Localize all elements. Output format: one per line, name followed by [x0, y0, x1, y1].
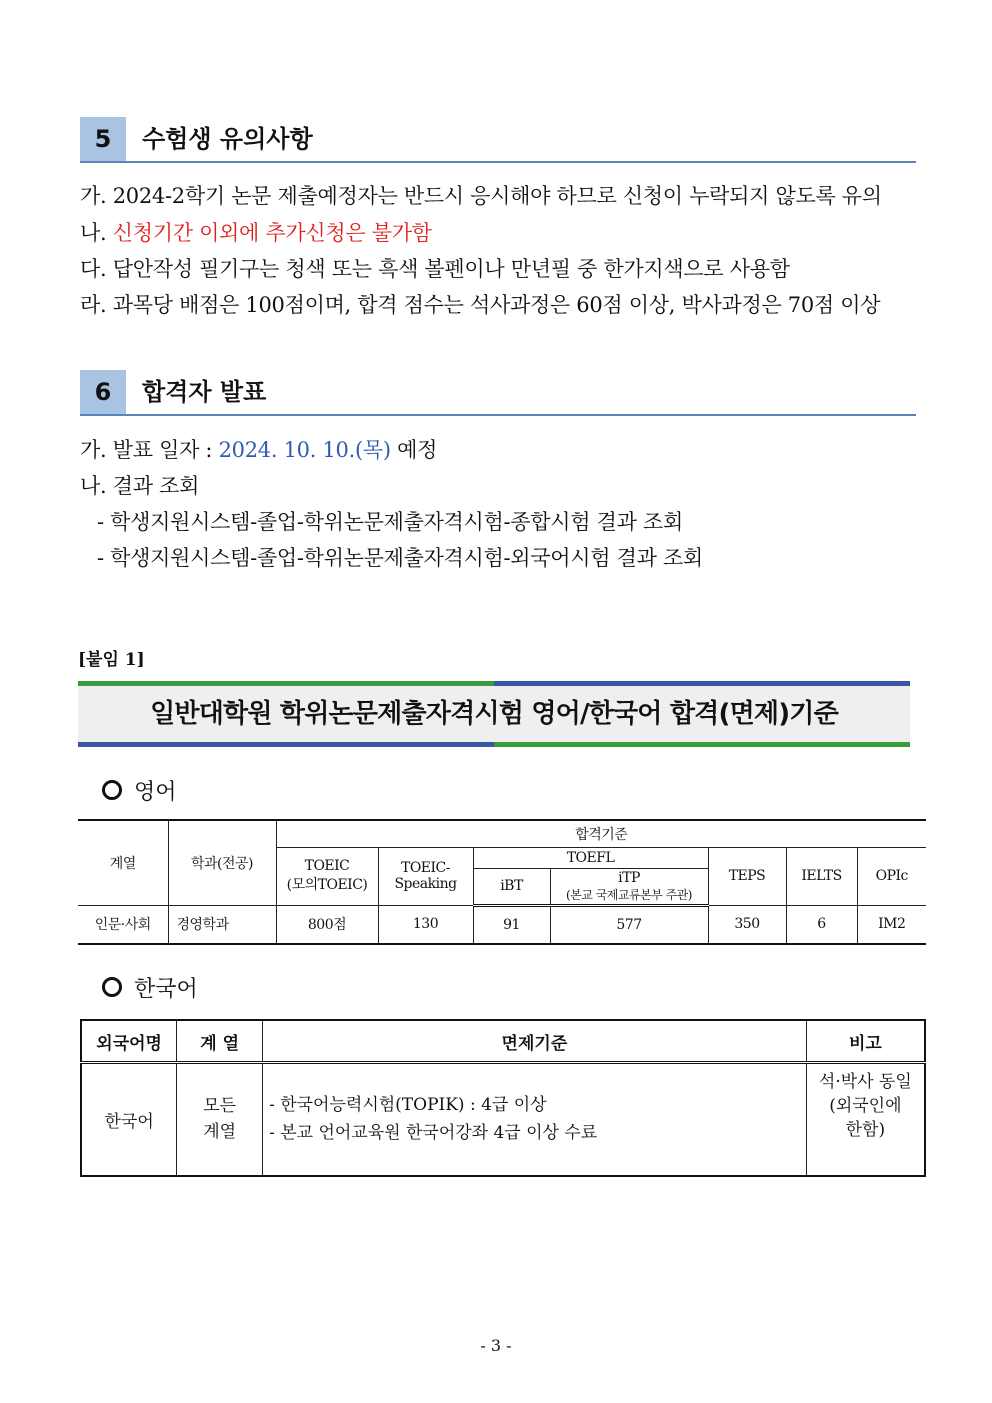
header-toeic-speaking-line1: TOEIC-: [400, 860, 450, 876]
section-5-header: [80, 117, 916, 163]
notice-item-2: [80, 219, 432, 247]
header-field: 계열: [78, 820, 168, 905]
cell-field-line2: 계열: [203, 1122, 237, 1143]
section-5-title: 수험생 유의사항: [142, 125, 313, 153]
circle-bullet-icon: [102, 780, 122, 800]
korean-heading: [102, 974, 198, 1005]
announce-date-value: 2024. 10. 10.(목): [218, 438, 391, 462]
section-6-header: [80, 370, 916, 416]
cell-toeic-speaking: 130: [378, 905, 473, 944]
notice-item-3-prefix: 다.: [80, 257, 113, 281]
announce-date-line: [80, 436, 437, 464]
header-field: 계 열: [177, 1020, 263, 1063]
cell-field: [177, 1063, 263, 1176]
cell-dept: 경영학과: [168, 905, 276, 944]
header-teps: TEPS: [708, 847, 786, 905]
cell-ielts: 6: [786, 905, 857, 944]
cell-opic: IM2: [857, 905, 926, 944]
header-toeic-line1: TOEIC: [304, 858, 350, 874]
header-itp: [550, 868, 708, 905]
announce-date-label: 가. 발표 일자 :: [80, 438, 219, 462]
notice-item-1-text: 2024-2학기 논문 제출예정자는 반드시 응시해야 하므로 신청이 누락되지 않도록 유의: [112, 184, 882, 208]
banner-bottom-blue-bar: [78, 742, 494, 747]
cell-teps: 350: [708, 905, 786, 944]
cell-note-line2: (외국인에: [829, 1096, 902, 1116]
header-itp-line2: (본교 국제교류본부 주관): [566, 887, 692, 902]
criteria-item-2: - 본교 언어교육원 한국어강좌 4급 이상 수료: [269, 1123, 598, 1144]
header-ibt: iBT: [473, 868, 550, 905]
notice-item-4: [80, 291, 880, 319]
cell-field-line1: 모든: [203, 1096, 237, 1117]
result-path-1: - 학생지원시스템-졸업-학위논문제출자격시험-종합시험 결과 조회: [97, 510, 683, 534]
cell-lang: 한국어: [81, 1063, 177, 1176]
header-toeic-speaking: [378, 847, 473, 905]
english-criteria-table: [78, 819, 926, 945]
notice-item-2-text: 신청기간 이외에 추가신청은 불가함: [112, 221, 432, 245]
criteria-item-1: - 한국어능력시험(TOPIK) : 4급 이상: [269, 1095, 547, 1116]
header-ielts: IELTS: [786, 847, 857, 905]
banner-bottom-green-bar: [494, 742, 910, 747]
header-toeic: [276, 847, 378, 905]
cell-exempt-criteria: [263, 1063, 807, 1176]
notice-item-3: [80, 255, 790, 283]
banner-title: 일반대학원 학위논문제출자격시험 영어/한국어 합격(면제)기준: [150, 699, 838, 729]
notice-item-4-prefix: 라.: [80, 293, 113, 317]
result-path-2: - 학생지원시스템-졸업-학위논문제출자격시험-외국어시험 결과 조회: [97, 546, 703, 570]
cell-itp: 577: [550, 905, 708, 944]
header-lang: 외국어명: [81, 1020, 177, 1063]
attachment-banner: [78, 681, 910, 747]
korean-criteria-table: [80, 1019, 926, 1177]
table-header-row: [81, 1020, 925, 1063]
header-exempt-criteria: 면제기준: [263, 1020, 807, 1063]
table-header-row: [78, 820, 926, 847]
english-heading: [102, 777, 177, 808]
section-5-number: 5: [80, 117, 126, 161]
notice-item-1-prefix: 가.: [80, 184, 113, 208]
section-6-number: 6: [80, 370, 126, 414]
header-toefl: TOEFL: [473, 847, 708, 868]
header-itp-line1: iTP: [618, 869, 640, 886]
notice-item-3-text: 답안작성 필기구는 청색 또는 흑색 볼펜이나 만년필 중 한가지색으로 사용함: [112, 257, 790, 281]
cell-note-line3: 한함): [845, 1120, 886, 1140]
circle-bullet-icon: [102, 977, 122, 997]
result-label: 나. 결과 조회: [80, 474, 200, 498]
cell-note-line1: 석·박사 동일: [818, 1072, 912, 1092]
header-toeic-speaking-line2: Speaking: [394, 876, 457, 892]
header-dept: 학과(전공): [168, 820, 276, 905]
section-6-title: 합격자 발표: [142, 378, 267, 406]
header-opic: OPIc: [857, 847, 926, 905]
header-criteria: 합격기준: [276, 820, 926, 847]
cell-note: [806, 1063, 925, 1176]
page-number: - 3 -: [480, 1336, 512, 1355]
korean-heading-text: 한국어: [134, 977, 198, 1002]
table-row: [78, 905, 926, 944]
cell-ibt: 91: [473, 905, 550, 944]
header-note: 비고: [806, 1020, 925, 1063]
notice-item-4-text: 과목당 배점은 100점이며, 합격 점수는 석사과정은 60점 이상, 박사과정은 70점 이상: [112, 293, 881, 317]
announce-date-suffix: 예정: [390, 438, 438, 462]
cell-toeic: 800점: [276, 905, 378, 944]
notice-item-1: [80, 182, 882, 210]
notice-item-2-prefix: 나.: [80, 221, 113, 245]
cell-field: 인문·사회: [78, 905, 168, 944]
attachment-label: [붙임 1]: [78, 650, 145, 670]
table-row: [81, 1063, 925, 1176]
english-heading-text: 영어: [134, 780, 177, 805]
header-toeic-line2: (모의TOEIC): [286, 877, 368, 893]
